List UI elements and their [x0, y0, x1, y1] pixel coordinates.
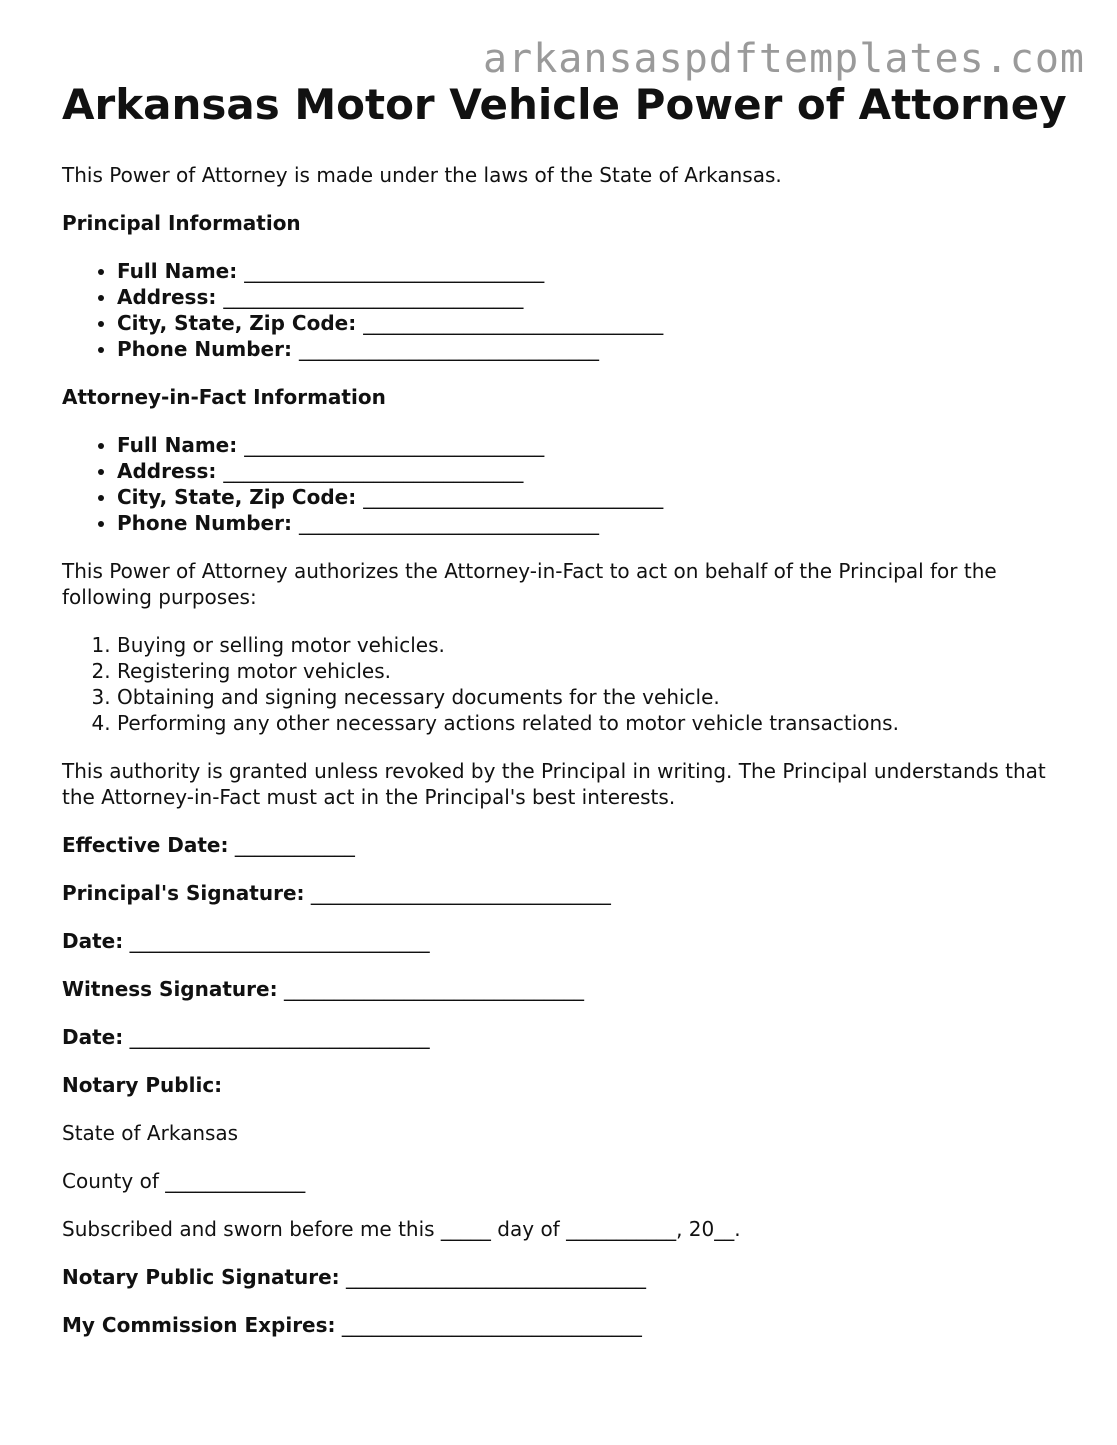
principal-heading: Principal Information	[62, 211, 301, 235]
notary-heading: Notary Public:	[62, 1073, 223, 1097]
commission-expires-field[interactable]: My Commission Expires: ______________________________	[62, 1313, 642, 1337]
principal-date-field[interactable]: Date: ______________________________	[62, 929, 430, 953]
principal-signature-field[interactable]: Principal's Signature: ______________________________	[62, 881, 611, 905]
attorney-full-name-field[interactable]: • Full Name: ______________________________	[117, 432, 1072, 458]
principal-full-name-field[interactable]: • Full Name: ______________________________	[117, 258, 1072, 284]
effective-date-field[interactable]: Effective Date: ____________	[62, 833, 355, 857]
notary-sworn-statement[interactable]: Subscribed and sworn before me this _____ day of ___________, 20__.	[62, 1217, 741, 1241]
attorney-heading: Attorney-in-Fact Information	[62, 385, 386, 409]
attorney-fields	[62, 432, 1072, 536]
purpose-item: 3. Obtaining and signing necessary documents for the vehicle.	[117, 684, 1072, 710]
principal-phone-field[interactable]: • Phone Number: ______________________________	[117, 336, 1072, 362]
page-title: Arkansas Motor Vehicle Power of Attorney	[62, 80, 1067, 129]
notary-signature-field[interactable]: Notary Public Signature: ______________________________	[62, 1265, 647, 1289]
purpose-item: 4. Performing any other necessary actions related to motor vehicle transactions.	[117, 710, 1072, 736]
purpose-item: 1. Buying or selling motor vehicles.	[117, 632, 1072, 658]
intro-text: This Power of Attorney is made under the laws of the State of Arkansas.	[62, 163, 782, 187]
document-page	[62, 78, 1072, 1360]
attorney-address-field[interactable]: • Address: ______________________________	[117, 458, 1072, 484]
notary-county-field[interactable]: County of ______________	[62, 1169, 306, 1193]
attorney-phone-field[interactable]: • Phone Number: ______________________________	[117, 510, 1072, 536]
attorney-city-state-zip-field[interactable]: • City, State, Zip Code: ______________________________	[117, 484, 1072, 510]
purposes-list	[62, 632, 1072, 736]
witness-signature-field[interactable]: Witness Signature: ______________________________	[62, 977, 584, 1001]
revocation-text: This authority is granted unless revoked by the Principal in writing. The Principal understands that the Attorney-in-Fact must act in the Principal's best interests.	[62, 759, 1046, 809]
witness-date-field[interactable]: Date: ______________________________	[62, 1025, 430, 1049]
authorization-text: This Power of Attorney authorizes the Attorney-in-Fact to act on behalf of the Principal for the following purposes:	[62, 559, 997, 609]
principal-city-state-zip-field[interactable]: • City, State, Zip Code: ______________________________	[117, 310, 1072, 336]
watermark: arkansaspdftemplates.com	[483, 36, 1085, 82]
principal-address-field[interactable]: • Address: ______________________________	[117, 284, 1072, 310]
purpose-item: 2. Registering motor vehicles.	[117, 658, 1072, 684]
principal-fields	[62, 258, 1072, 362]
notary-state: State of Arkansas	[62, 1121, 239, 1145]
